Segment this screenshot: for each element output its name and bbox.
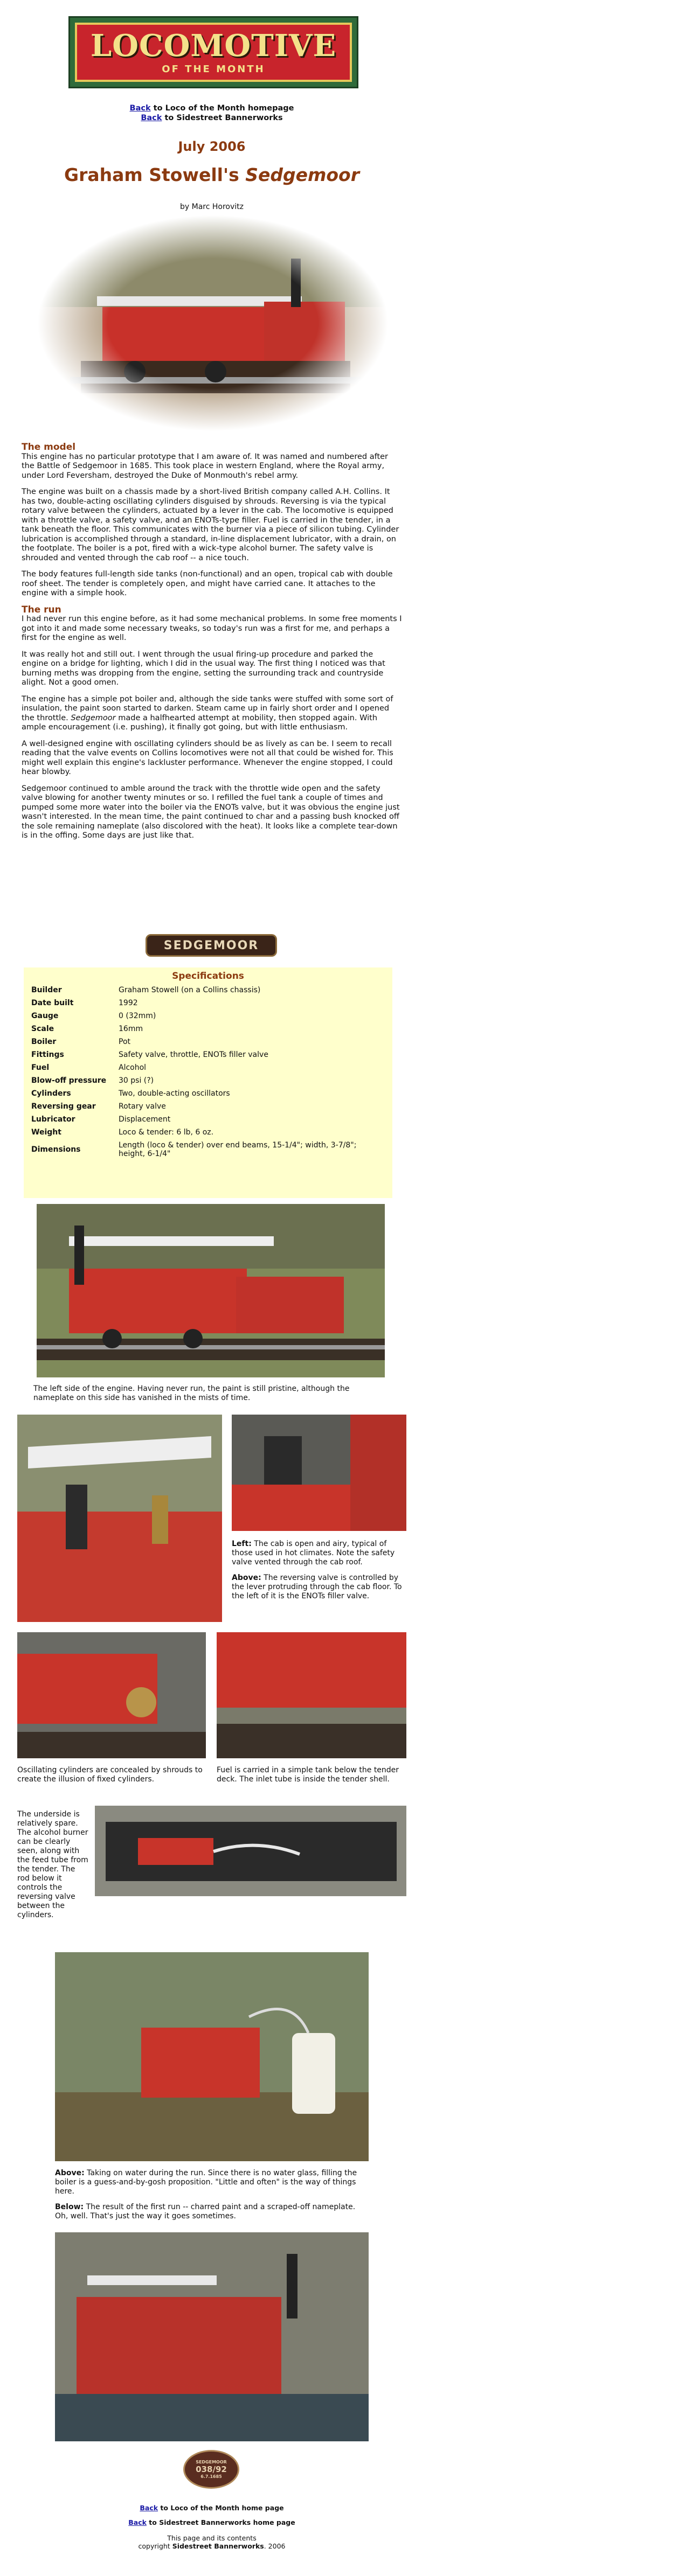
spec-value: 1992 (119, 999, 138, 1007)
cab-above-label: Above: (232, 1574, 261, 1582)
back-to-bannerworks-link[interactable]: Back (141, 114, 162, 122)
spec-row (28, 1022, 388, 1035)
copyright-year: . 2006 (264, 2542, 286, 2550)
run-p3-part-a: The engine has a simple pot boiler and, although the side tanks were stuffed with some sort of insulation, the paint soon started to darken. Steam came up in fairly short order and I opened the throttle. (22, 694, 393, 722)
builder-plate (183, 2450, 239, 2489)
spec-row (28, 1035, 388, 1048)
top-nav (0, 103, 424, 123)
spec-value: 16mm (119, 1025, 143, 1033)
spec-value: Two, double-acting oscillators (119, 1089, 230, 1098)
plate-line-2: 038/92 (196, 2464, 227, 2474)
water-below-label: Below: (55, 2203, 84, 2211)
run-paragraph-5: Sedgemoor continued to amble around the track with the throttle wide open and the safety valve blowing for another twenty minutes or so. I refilled the fuel tank a couple of times and pumped some more water into the boiler via the ENOTs valve, but it was obvious the engine just wasn't interested. In the mean time, the paint continued to char and a passing bush knocked off the sole remaining nameplate (also discolored with the heat). It looks like a complete tear-down is in the offing. Some days are just like that. (22, 784, 400, 840)
side-photo-caption: The left side of the engine. Having never run, the paint is still pristine, although the nameplate on this side has vanished in the mists of time. (33, 1384, 350, 1402)
cylinders-photo (17, 1632, 206, 1758)
water-above-caption (55, 2169, 369, 2196)
logo-main-text: LOCOMOTIVE (90, 28, 337, 64)
spec-row (28, 997, 388, 1009)
spec-row (28, 1048, 388, 1061)
underside-caption: The underside is relatively spare. The alcohol burner can be clearly seen, along with the feed tube from the tender. The rod below it controls the reversing valve between the cylinders. (17, 1810, 88, 1919)
charred-engine-photo (55, 2232, 369, 2441)
spec-value: 30 psi (?) (119, 1076, 154, 1085)
run-paragraph-4: A well-designed engine with oscillating cylinders should be as lively as can be. I seem to recall reading that the valve events on Collins locomotives were not all that could be wished for. This might well explain this engine's lackluster performance. Whenever the engine stopped, I could hear blowby. (22, 739, 393, 776)
title-name: Sedgemoor (245, 164, 359, 185)
article-body (22, 443, 402, 848)
spec-key: Weight (31, 1128, 61, 1137)
site-logo (68, 16, 358, 88)
hero-photo (38, 215, 388, 431)
cab-captions (232, 1540, 404, 1601)
spec-key: Boiler (31, 1038, 57, 1046)
spec-value: 0 (32mm) (119, 1012, 156, 1020)
run-p3-italic: Sedgemoor (71, 713, 116, 722)
footer-back-to-loco-link[interactable]: Back (140, 2504, 158, 2512)
spec-row (28, 1139, 388, 1160)
spec-key: Gauge (31, 1012, 59, 1020)
copyright-prefix: copyright (138, 2542, 172, 2550)
cab-left-label: Left: (232, 1540, 252, 1548)
model-paragraph-2: The engine was built on a chassis made by a short-lived British company called A.H. Collins. It has two, double-acting oscillating cylinders disguised by shrouds. Reversing is via the typical rotary valve between the cylinders, actuated by a lever in the cab. The locomotive is equipped with a throttle valve, a safety valve, and an ENOTs-type filler. Fuel is carried in the tender, in a tank beneath the floor. This communicates with the burner via a piece of silicon tubing. Cylinder lubrication is accomplished through a standard, in-line displacement lubricator, with a drain, on the footplate. The boiler is a pot, fired with a wick-type alcohol burner. The safety valve is shrouded and vented through the cab roof -- a nice touch. (22, 488, 399, 562)
spec-row (28, 1074, 388, 1087)
cab-left-text: The cab is open and airy, typical of those used in hot climates. Note the safety valve vented through the cab roof. (232, 1540, 395, 1567)
byline: by Marc Horovitz (180, 203, 244, 211)
underside-photo (95, 1806, 406, 1896)
spec-value: Safety valve, throttle, ENOTs filler valve (119, 1050, 268, 1059)
spec-key: Reversing gear (31, 1102, 96, 1111)
back-to-loco-link[interactable]: Back (129, 104, 151, 113)
copyright-owner: Sidestreet Bannerworks (172, 2542, 264, 2550)
nav-text-1: to Loco of the Month homepage (150, 104, 294, 113)
spec-key: Scale (31, 1025, 54, 1033)
specifications-box (24, 967, 392, 1198)
spec-key: Builder (31, 986, 62, 994)
copyright-line-1: This page and its contents (167, 2534, 257, 2542)
footer-text-2: to Sidestreet Bannerworks home page (146, 2518, 295, 2526)
logo-sub-text: OF THE MONTH (162, 64, 265, 75)
cylinders-caption: Oscillating cylinders are concealed by shrouds to create the illusion of fixed cylinders. (17, 1766, 203, 1784)
plate-line-1: SEDGEMOOR (196, 2460, 227, 2464)
taking-water-photo (55, 1952, 369, 2161)
cab-above-text: The reversing valve is controlled by the lever protruding through the cab floor. To the left of it is the ENOTs filler valve. (232, 1574, 402, 1600)
water-below-text: The result of the first run -- charred paint and a scraped-off nameplate. Oh, well. That's just the way it goes sometimes. (55, 2203, 356, 2220)
spec-key: Cylinders (31, 1089, 71, 1098)
spec-key: Date built (31, 999, 74, 1007)
spec-value: Alcohol (119, 1063, 147, 1072)
spec-key: Fittings (31, 1050, 64, 1059)
nameplate-image (146, 934, 277, 957)
spec-value: Length (loco & tender) over end beams, 15-1/4"; width, 3-7/8"; height, 6-1/4" (119, 1141, 357, 1158)
spec-row (28, 1087, 388, 1100)
water-above-label: Above: (55, 2169, 85, 2177)
run-p3-part-c: made a halfhearted attempt at mobility, then stopped again. With ample encouragement (i.e. pushing), it finally got going, but with little enthusiasm. (22, 713, 378, 732)
water-below-caption (55, 2203, 369, 2221)
run-paragraph-1: I had never run this engine before, as it had some mechanical problems. In some free moments I got into it and made some necessary tweaks, so today's run was a first for me, and perhaps a first for the engine as well. (22, 615, 402, 642)
spec-row (28, 1113, 388, 1126)
footer-text-1: to Loco of the Month home page (158, 2504, 284, 2512)
model-paragraph-3: The body features full-length side tanks (non-functional) and an open, tropical cab with double roof sheet. The tender is completely open, and might have carried cane. It attaches to the engine with a simple hook. (22, 570, 393, 597)
page-title (0, 164, 424, 185)
spec-row (28, 1009, 388, 1022)
issue-date: July 2006 (178, 139, 246, 154)
footer (0, 2504, 424, 2550)
nameplate-text: SEDGEMOOR (163, 938, 259, 952)
left-side-photo (37, 1204, 385, 1377)
spec-key: Lubricator (31, 1115, 75, 1124)
spec-row (28, 1126, 388, 1139)
footer-back-to-bannerworks-link[interactable]: Back (128, 2518, 147, 2526)
section-heading-model: The model (22, 442, 76, 452)
spec-key: Blow-off pressure (31, 1076, 107, 1085)
cab-photo (17, 1415, 222, 1622)
specifications-heading: Specifications (172, 971, 244, 981)
spec-value: Pot (119, 1038, 130, 1046)
nav-text-2: to Sidestreet Bannerworks (162, 114, 283, 122)
spec-row (28, 1100, 388, 1113)
fuel-tank-photo (217, 1632, 406, 1758)
spec-key: Dimensions (31, 1145, 81, 1154)
copyright-line-2 (0, 2542, 424, 2550)
section-heading-run: The run (22, 604, 61, 615)
water-captions (55, 2169, 369, 2221)
spec-value: Rotary valve (119, 1102, 166, 1111)
model-paragraph-1: This engine has no particular prototype that I am aware of. It was named and numbered after the Battle of Sedgemoor in 1685. This took place in western England, where the Royal army, under Lord Feversham, destroyed the Duke of Monmouth's rebel army. (22, 452, 389, 480)
cab-above-caption (232, 1574, 404, 1601)
reversing-valve-photo (232, 1415, 406, 1531)
run-paragraph-3 (22, 695, 402, 733)
title-prefix: Graham Stowell's (64, 164, 246, 185)
spec-row (28, 1061, 388, 1074)
cab-left-caption (232, 1540, 404, 1567)
spec-value: Displacement (119, 1115, 171, 1124)
fuel-caption: Fuel is carried in a simple tank below the tender deck. The inlet tube is inside the tender shell. (217, 1766, 399, 1784)
spec-key: Fuel (31, 1063, 50, 1072)
specifications-table (28, 984, 388, 1160)
water-above-text: Taking on water during the run. Since there is no water glass, filling the boiler is a guess-and-by-gosh proposition. "Little and often" is the way of things here. (55, 2169, 357, 2196)
run-paragraph-2: It was really hot and still out. I went through the usual firing-up procedure and parked the engine on a bridge for lighting, which I did in the usual way. The first thing I noticed was that burning meths was dropping from the engine, setting the surrounding track and countryside alight. Not a good omen. (22, 650, 385, 687)
spec-row (28, 984, 388, 997)
plate-line-3: 6.7.1685 (200, 2474, 222, 2479)
spec-value: Graham Stowell (on a Collins chassis) (119, 986, 261, 994)
spec-value: Loco & tender: 6 lb, 6 oz. (119, 1128, 214, 1137)
